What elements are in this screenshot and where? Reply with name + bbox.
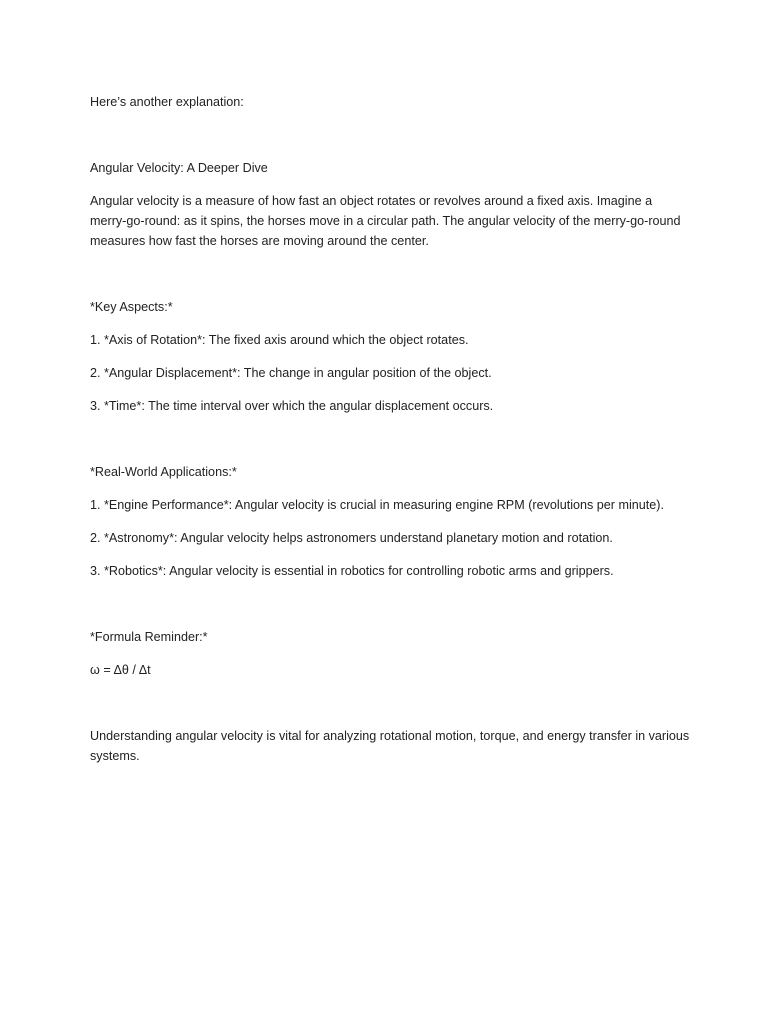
application-item: 2. *Astronomy*: Angular velocity helps astronomers understand planetary motion and rotation. <box>90 531 613 545</box>
application-item: 3. *Robotics*: Angular velocity is essential in robotics for controlling robotic arms and grippers. <box>90 564 614 578</box>
formula-heading: *Formula Reminder:* <box>90 630 208 644</box>
applications-heading: *Real-World Applications:* <box>90 465 237 479</box>
application-item: 1. *Engine Performance*: Angular velocity is crucial in measuring engine RPM (revolutions per minute). <box>90 498 664 512</box>
key-aspect-item: 3. *Time*: The time interval over which the angular displacement occurs. <box>90 399 494 413</box>
intro-paragraph: Angular velocity is a measure of how fast an object rotates or revolves around a fixed axis. Imagine a merry-go-round: as it spins, the horses move in a circular path. The angular velocity of the merry-go-round measures how fast the horses are moving around the center. <box>90 194 681 248</box>
key-aspect-item: 2. *Angular Displacement*: The change in angular position of the object. <box>90 366 492 380</box>
conclusion-paragraph: Understanding angular velocity is vital for analyzing rotational motion, torque, and energy transfer in various systems. <box>90 729 690 763</box>
formula-equation: ω = Δθ / Δt <box>90 663 151 677</box>
key-aspects-heading: *Key Aspects:* <box>90 300 173 314</box>
key-aspect-item: 1. *Axis of Rotation*: The fixed axis around which the object rotates. <box>90 333 469 347</box>
intro-text: Here’s another explanation: <box>90 95 244 109</box>
document-title: Angular Velocity: A Deeper Dive <box>90 161 268 175</box>
document-page <box>90 92 690 766</box>
